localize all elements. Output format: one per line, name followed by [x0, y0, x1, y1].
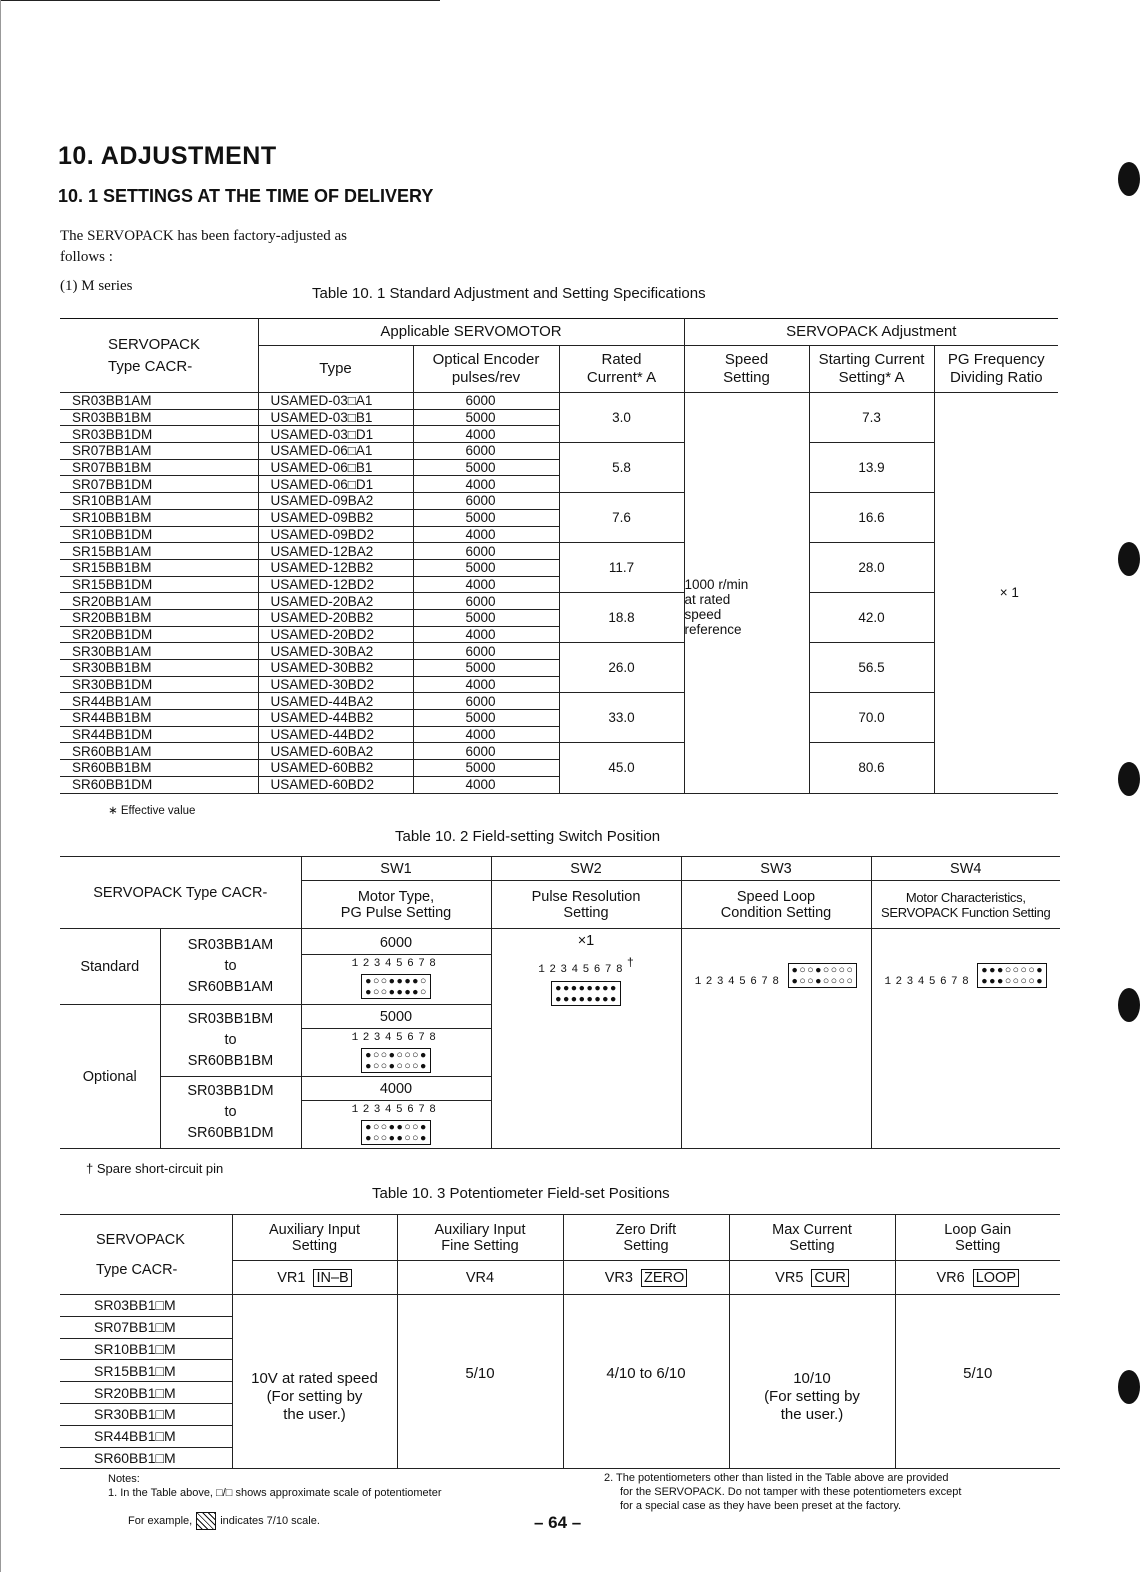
intro-line: The SERVOPACK has been factory-adjusted as	[60, 228, 347, 244]
encoder-pulses-cell: 6000	[413, 493, 559, 510]
pin-numbers: 12345678	[351, 957, 441, 970]
rated-current-cell: 11.7	[559, 543, 684, 593]
servopack-type-cell: SR60BB1□M	[60, 1447, 232, 1469]
header-sw1: SW1	[301, 857, 491, 881]
rated-current-cell: 26.0	[559, 643, 684, 693]
type-range-optional-b	[160, 1005, 301, 1077]
encoder-pulses-cell: 6000	[413, 393, 559, 410]
binder-hole-mark	[1118, 762, 1140, 796]
vr-name: VR3	[604, 1269, 633, 1286]
pin-numbers: 12345678	[538, 963, 628, 976]
starting-current-cell: 16.6	[809, 493, 934, 543]
binder-hole-mark	[1118, 1370, 1140, 1404]
motor-type-cell: USAMED-44BB2	[258, 710, 413, 727]
vr5-setting-line: (For setting by	[764, 1387, 860, 1405]
table-row	[60, 393, 1058, 410]
servopack-type-cell: SR20BB1DM	[60, 626, 258, 643]
header-servopack-type	[60, 319, 258, 393]
top-rule	[0, 0, 440, 1]
header-aux-input	[232, 1215, 397, 1261]
header-pg-ratio	[934, 346, 1058, 393]
motor-type-cell: USAMED-12BB2	[258, 559, 413, 576]
note-example	[128, 1512, 320, 1530]
dip-row: ●○○●●●●○	[365, 974, 428, 987]
starting-current-cell: 80.6	[809, 743, 934, 793]
table3-caption: Table 10. 3 Potentiometer Field-set Positions	[372, 1185, 670, 1202]
header-text: Setting	[563, 904, 609, 921]
header-text: Current* A	[586, 369, 657, 386]
type-from: SR03BB1BM	[187, 1011, 274, 1027]
standard-label: Standard	[60, 929, 160, 1005]
vr5-setting-line: the user.)	[780, 1405, 844, 1423]
header-sw3: SW3	[681, 857, 871, 881]
servopack-type-cell: SR03BB1DM	[60, 426, 258, 443]
header-text: Condition Setting	[720, 904, 832, 921]
motor-type-cell: USAMED-03□B1	[258, 409, 413, 426]
encoder-pulses-cell: 6000	[413, 743, 559, 760]
sw4-description	[871, 881, 1060, 929]
header-text: Speed Loop	[736, 888, 816, 905]
dip-row: ●●●○○○○●	[981, 964, 1045, 976]
dip-switch	[361, 1120, 431, 1145]
cell-divider	[302, 954, 491, 955]
header-text: Motor Type,	[357, 888, 435, 905]
header-text: Dividing Ratio	[950, 369, 1043, 386]
header-text: Setting	[723, 369, 770, 386]
motor-type-cell: USAMED-60BD2	[258, 776, 413, 793]
table-standard-adjustment	[60, 318, 1058, 794]
table-row	[60, 593, 1058, 610]
servopack-type-cell: SR20BB1BM	[60, 609, 258, 626]
sw3-cell	[681, 929, 871, 1149]
encoder-pulses-cell: 4000	[413, 476, 559, 493]
chapter-title: 10. ADJUSTMENT	[58, 142, 277, 170]
servopack-type-cell: SR60BB1DM	[60, 776, 258, 793]
cell-divider	[302, 1100, 491, 1101]
speed-setting-line: 1000 r/min	[684, 576, 749, 592]
vr6-label	[895, 1261, 1060, 1295]
encoder-pulses-cell: 6000	[413, 693, 559, 710]
vr-name: VR4	[465, 1269, 495, 1286]
header-text: SERVOPACK Function Setting	[881, 904, 1051, 920]
dip-row: ●●●●●●●●	[555, 981, 618, 994]
sw3-description	[681, 881, 871, 929]
header-servopack-type: SERVOPACK Type CACR-	[60, 857, 301, 929]
potentiometer-scale-icon	[196, 1512, 216, 1530]
table-row	[60, 693, 1058, 710]
type-to: SR60BB1BM	[187, 1053, 274, 1069]
vr5-setting-line: 10/10	[793, 1369, 831, 1387]
speed-setting-line: at rated	[684, 591, 731, 607]
sw1-optional-d-cell	[301, 1077, 491, 1149]
servopack-type-cell: SR60BB1BM	[60, 760, 258, 777]
servopack-type-cell: SR10BB1DM	[60, 526, 258, 543]
speed-setting-line: speed	[684, 606, 722, 622]
example-prefix: For example,	[128, 1514, 193, 1527]
starting-current-cell: 7.3	[809, 393, 934, 443]
section-title: 10. 1 SETTINGS AT THE TIME OF DELIVERY	[58, 186, 434, 206]
dip-switch	[551, 981, 621, 1006]
table-row	[60, 1295, 1060, 1317]
header-servopack-type	[60, 1215, 232, 1295]
vr-name: VR5	[775, 1269, 804, 1286]
vr5-setting-cell	[729, 1295, 895, 1469]
servopack-type-cell: SR07BB1AM	[60, 443, 258, 460]
binder-hole-mark	[1118, 162, 1140, 196]
note-1: 1. In the Table above, □/□ shows approximate scale of potentiometer	[108, 1487, 442, 1499]
header-servopack-adjustment: SERVOPACK Adjustment	[684, 319, 1058, 346]
table-row	[60, 643, 1058, 660]
rated-current-cell: 18.8	[559, 593, 684, 643]
header-speed-setting	[684, 346, 809, 393]
pin-numbers: 12345678	[351, 1103, 441, 1116]
header-text: Setting	[623, 1237, 669, 1254]
header-sw2: SW2	[491, 857, 681, 881]
motor-type-cell: USAMED-06□D1	[258, 476, 413, 493]
dip-row: ●○○●●○○●	[365, 1131, 428, 1144]
page-number: – 64 –	[534, 1513, 582, 1532]
note-2-line: for the SERVOPACK. Do not tamper with these potentiometers except	[620, 1486, 962, 1498]
vr6-setting-cell: 5/10	[895, 1295, 1060, 1469]
dip-row: ●○○●○○○○	[791, 975, 855, 987]
starting-current-cell: 28.0	[809, 543, 934, 593]
encoder-pulses-cell: 5000	[413, 459, 559, 476]
dip-row: ●●●○○○○●	[981, 975, 1045, 987]
vr1-setting-line: (For setting by	[266, 1387, 363, 1405]
example-suffix: indicates 7/10 scale.	[220, 1514, 320, 1527]
motor-type-cell: USAMED-44BA2	[258, 693, 413, 710]
note-2	[604, 1471, 1044, 1513]
rated-current-cell: 5.8	[559, 443, 684, 493]
pulse-value: 6000	[379, 934, 413, 951]
servopack-type-cell: SR44BB1□M	[60, 1425, 232, 1447]
header-text: Type CACR-	[96, 1261, 178, 1278]
notes-heading: Notes:	[108, 1473, 140, 1485]
header-starting-current	[809, 346, 934, 393]
servopack-type-cell: SR44BB1AM	[60, 693, 258, 710]
motor-type-cell: USAMED-03□A1	[258, 393, 413, 410]
type-from: SR03BB1AM	[187, 937, 274, 953]
dip-row: ●○○●●○○●	[365, 1120, 428, 1133]
vr-tag: IN–B	[313, 1269, 351, 1287]
header-aux-fine	[397, 1215, 563, 1261]
vr3-label	[563, 1261, 729, 1295]
header-sw4: SW4	[871, 857, 1060, 881]
note-2-line: for a special case as they have been preset at the factory.	[620, 1500, 902, 1512]
motor-type-cell: USAMED-30BD2	[258, 676, 413, 693]
intro-line: follows :	[60, 249, 113, 265]
type-to: SR60BB1DM	[187, 1125, 274, 1141]
rated-current-cell: 33.0	[559, 693, 684, 743]
motor-type-cell: USAMED-20BD2	[258, 626, 413, 643]
vr5-label	[729, 1261, 895, 1295]
optional-label: Optional	[60, 1005, 160, 1149]
type-to-label: to	[224, 1104, 237, 1120]
header-text: Auxiliary Input	[268, 1221, 361, 1238]
header-text: Rated	[601, 351, 642, 368]
motor-type-cell: USAMED-09BB2	[258, 509, 413, 526]
type-range-optional-d	[160, 1077, 301, 1149]
sw1-standard-cell	[301, 929, 491, 1005]
header-text: Pulse Resolution	[531, 888, 641, 905]
motor-type-cell: USAMED-60BA2	[258, 743, 413, 760]
vr4-label	[397, 1261, 563, 1295]
pulse-value: 5000	[379, 1008, 413, 1025]
starting-current-cell: 13.9	[809, 443, 934, 493]
header-text: Setting* A	[838, 369, 905, 386]
header-motor-type: Type	[258, 346, 413, 393]
header-text: Setting	[291, 1237, 338, 1254]
motor-type-cell: USAMED-20BA2	[258, 593, 413, 610]
vr4-setting-cell: 5/10	[397, 1295, 563, 1469]
servopack-type-cell: SR03BB1□M	[60, 1295, 232, 1317]
servopack-type-cell: SR03BB1AM	[60, 393, 258, 410]
dip-switch	[361, 974, 431, 999]
encoder-pulses-cell: 6000	[413, 443, 559, 460]
servopack-type-cell: SR30BB1□M	[60, 1403, 232, 1425]
left-page-edge	[0, 0, 1, 1572]
header-text: Loop Gain	[944, 1221, 1012, 1238]
header-text: pulses/rev	[451, 369, 521, 386]
encoder-pulses-cell: 5000	[413, 509, 559, 526]
motor-type-cell: USAMED-30BA2	[258, 643, 413, 660]
vr3-setting-cell: 4/10 to 6/10	[563, 1295, 729, 1469]
encoder-pulses-cell: 4000	[413, 726, 559, 743]
servopack-type-cell: SR44BB1BM	[60, 710, 258, 727]
motor-type-cell: USAMED-12BA2	[258, 543, 413, 560]
header-text: Max Current	[772, 1221, 852, 1238]
header-text: Optical Encoder	[432, 351, 540, 368]
header-text: Setting	[789, 1237, 835, 1254]
sw2-cell	[491, 929, 681, 1149]
table-row	[60, 743, 1058, 760]
servopack-type-cell: SR30BB1AM	[60, 643, 258, 660]
encoder-pulses-cell: 4000	[413, 426, 559, 443]
header-loop-gain	[895, 1215, 1060, 1261]
rated-current-cell: 7.6	[559, 493, 684, 543]
header-text: PG Pulse Setting	[340, 904, 452, 921]
starting-current-cell: 56.5	[809, 643, 934, 693]
table2-footnote: † Spare short-circuit pin	[86, 1161, 224, 1176]
encoder-pulses-cell: 6000	[413, 543, 559, 560]
vr-name: VR1	[277, 1269, 306, 1286]
table1-footnote: ∗ Effective value	[108, 805, 196, 817]
motor-type-cell: USAMED-06□A1	[258, 443, 413, 460]
header-text: SERVOPACK	[96, 1231, 185, 1248]
servopack-type-cell: SR10BB1BM	[60, 509, 258, 526]
motor-type-cell: USAMED-44BD2	[258, 726, 413, 743]
servopack-type-cell: SR03BB1BM	[60, 409, 258, 426]
servopack-type-cell: SR10BB1AM	[60, 493, 258, 510]
rated-current-cell: 3.0	[559, 393, 684, 443]
servopack-type-cell: SR30BB1BM	[60, 660, 258, 677]
dip-row: ●●●●●●●●	[555, 992, 618, 1005]
vr-tag: LOOP	[973, 1269, 1019, 1287]
header-text: Zero Drift	[615, 1221, 677, 1238]
table-row	[60, 443, 1058, 460]
notes-left	[108, 1472, 578, 1500]
motor-type-cell: USAMED-60BB2	[258, 760, 413, 777]
header-max-current	[729, 1215, 895, 1261]
speed-setting-cell	[684, 393, 809, 794]
pg-ratio-cell: × 1	[934, 393, 1058, 794]
encoder-pulses-cell: 5000	[413, 409, 559, 426]
binder-hole-mark	[1118, 988, 1140, 1022]
servopack-type-cell: SR30BB1DM	[60, 676, 258, 693]
pin-numbers: 12345678	[884, 976, 974, 988]
pulse-value: 4000	[379, 1080, 413, 1097]
sw2-description	[491, 881, 681, 929]
table-potentiometer	[60, 1214, 1060, 1469]
servopack-type-cell: SR60BB1AM	[60, 743, 258, 760]
servopack-type-cell: SR10BB1□M	[60, 1338, 232, 1360]
encoder-pulses-cell: 4000	[413, 776, 559, 793]
motor-type-cell: USAMED-09BD2	[258, 526, 413, 543]
servopack-type-cell: SR20BB1AM	[60, 593, 258, 610]
starting-current-cell: 70.0	[809, 693, 934, 743]
vr1-setting-line: the user.)	[283, 1405, 346, 1423]
dip-switch	[361, 1048, 431, 1073]
servopack-type-cell: SR15BB1DM	[60, 576, 258, 593]
dip-row: ●○○●○○○●	[365, 1048, 428, 1061]
motor-type-cell: USAMED-12BD2	[258, 576, 413, 593]
motor-type-cell: USAMED-03□D1	[258, 426, 413, 443]
cell-divider	[302, 1028, 491, 1029]
header-text: Type CACR-	[108, 357, 193, 375]
table-row	[60, 493, 1058, 510]
header-encoder	[413, 346, 559, 393]
note-2-line: 2. The potentiometers other than listed in the Table above are provided	[604, 1472, 949, 1484]
servopack-type-cell: SR20BB1□M	[60, 1382, 232, 1404]
encoder-pulses-cell: 4000	[413, 576, 559, 593]
vr1-setting-line: 10V at rated speed	[251, 1369, 378, 1387]
motor-type-cell: USAMED-30BB2	[258, 660, 413, 677]
servopack-type-cell: SR15BB1AM	[60, 543, 258, 560]
vr-name: VR6	[936, 1269, 965, 1286]
table-row	[60, 543, 1058, 560]
dip-row: ●○○●●●●○	[365, 985, 428, 998]
encoder-pulses-cell: 6000	[413, 643, 559, 660]
speed-setting-line: reference	[684, 621, 742, 637]
encoder-pulses-cell: 5000	[413, 559, 559, 576]
pin-numbers: 12345678	[694, 976, 784, 988]
header-applicable-motor: Applicable SERVOMOTOR	[258, 319, 684, 346]
type-to-label: to	[224, 1032, 237, 1048]
header-text: Starting Current	[818, 351, 925, 368]
resolution-value: ×1	[577, 933, 595, 949]
dip-switch	[788, 963, 858, 988]
table2-caption: Table 10. 2 Field-setting Switch Position	[395, 828, 661, 845]
header-text: PG Frequency	[947, 351, 1045, 368]
series-label: (1) M series	[60, 278, 133, 294]
rated-current-cell: 45.0	[559, 743, 684, 793]
vr1-label	[232, 1261, 397, 1295]
type-to: SR60BB1AM	[187, 979, 274, 995]
sw1-description	[301, 881, 491, 929]
pin-numbers: 12345678	[351, 1031, 441, 1044]
servopack-type-cell: SR07BB1□M	[60, 1316, 232, 1338]
pin-number-row	[492, 955, 681, 977]
motor-type-cell: USAMED-09BA2	[258, 493, 413, 510]
type-from: SR03BB1DM	[187, 1083, 274, 1099]
header-text: SERVOPACK	[108, 335, 200, 353]
motor-type-cell: USAMED-06□B1	[258, 459, 413, 476]
encoder-pulses-cell: 4000	[413, 676, 559, 693]
starting-current-cell: 42.0	[809, 593, 934, 643]
dip-row: ●○○●○○○○	[791, 964, 855, 976]
dip-switch	[977, 963, 1047, 988]
servopack-type-cell: SR15BB1□M	[60, 1360, 232, 1382]
header-text: Speed	[724, 351, 769, 368]
type-to-label: to	[224, 958, 237, 974]
servopack-type-cell: SR07BB1BM	[60, 459, 258, 476]
encoder-pulses-cell: 4000	[413, 526, 559, 543]
vr-tag: CUR	[811, 1269, 848, 1287]
dip-row: ●○○●○○○●	[365, 1059, 428, 1072]
header-text: Fine Setting	[441, 1237, 519, 1254]
servopack-type-cell: SR44BB1DM	[60, 726, 258, 743]
table1-caption: Table 10. 1 Standard Adjustment and Setting Specifications	[312, 285, 706, 302]
header-zero-drift	[563, 1215, 729, 1261]
encoder-pulses-cell: 6000	[413, 593, 559, 610]
type-range-standard	[160, 929, 301, 1005]
sw4-cell	[871, 929, 1060, 1149]
header-text: Setting	[955, 1237, 1001, 1254]
binder-hole-mark	[1118, 542, 1140, 576]
encoder-pulses-cell: 4000	[413, 626, 559, 643]
header-rated-current	[559, 346, 684, 393]
header-text: Motor Characteristics,	[905, 889, 1026, 905]
encoder-pulses-cell: 5000	[413, 760, 559, 777]
servopack-type-cell: SR07BB1DM	[60, 476, 258, 493]
spare-pin-mark: †	[627, 955, 634, 969]
encoder-pulses-cell: 5000	[413, 609, 559, 626]
vr1-setting-cell	[232, 1295, 397, 1469]
vr-tag: ZERO	[641, 1269, 687, 1287]
encoder-pulses-cell: 5000	[413, 710, 559, 727]
intro-paragraph	[60, 226, 480, 268]
servopack-type-cell: SR15BB1BM	[60, 559, 258, 576]
sw1-optional-b-cell	[301, 1005, 491, 1077]
encoder-pulses-cell: 5000	[413, 660, 559, 677]
motor-type-cell: USAMED-20BB2	[258, 609, 413, 626]
table-switch-position	[60, 856, 1060, 1149]
header-text: Auxiliary Input	[434, 1221, 526, 1238]
